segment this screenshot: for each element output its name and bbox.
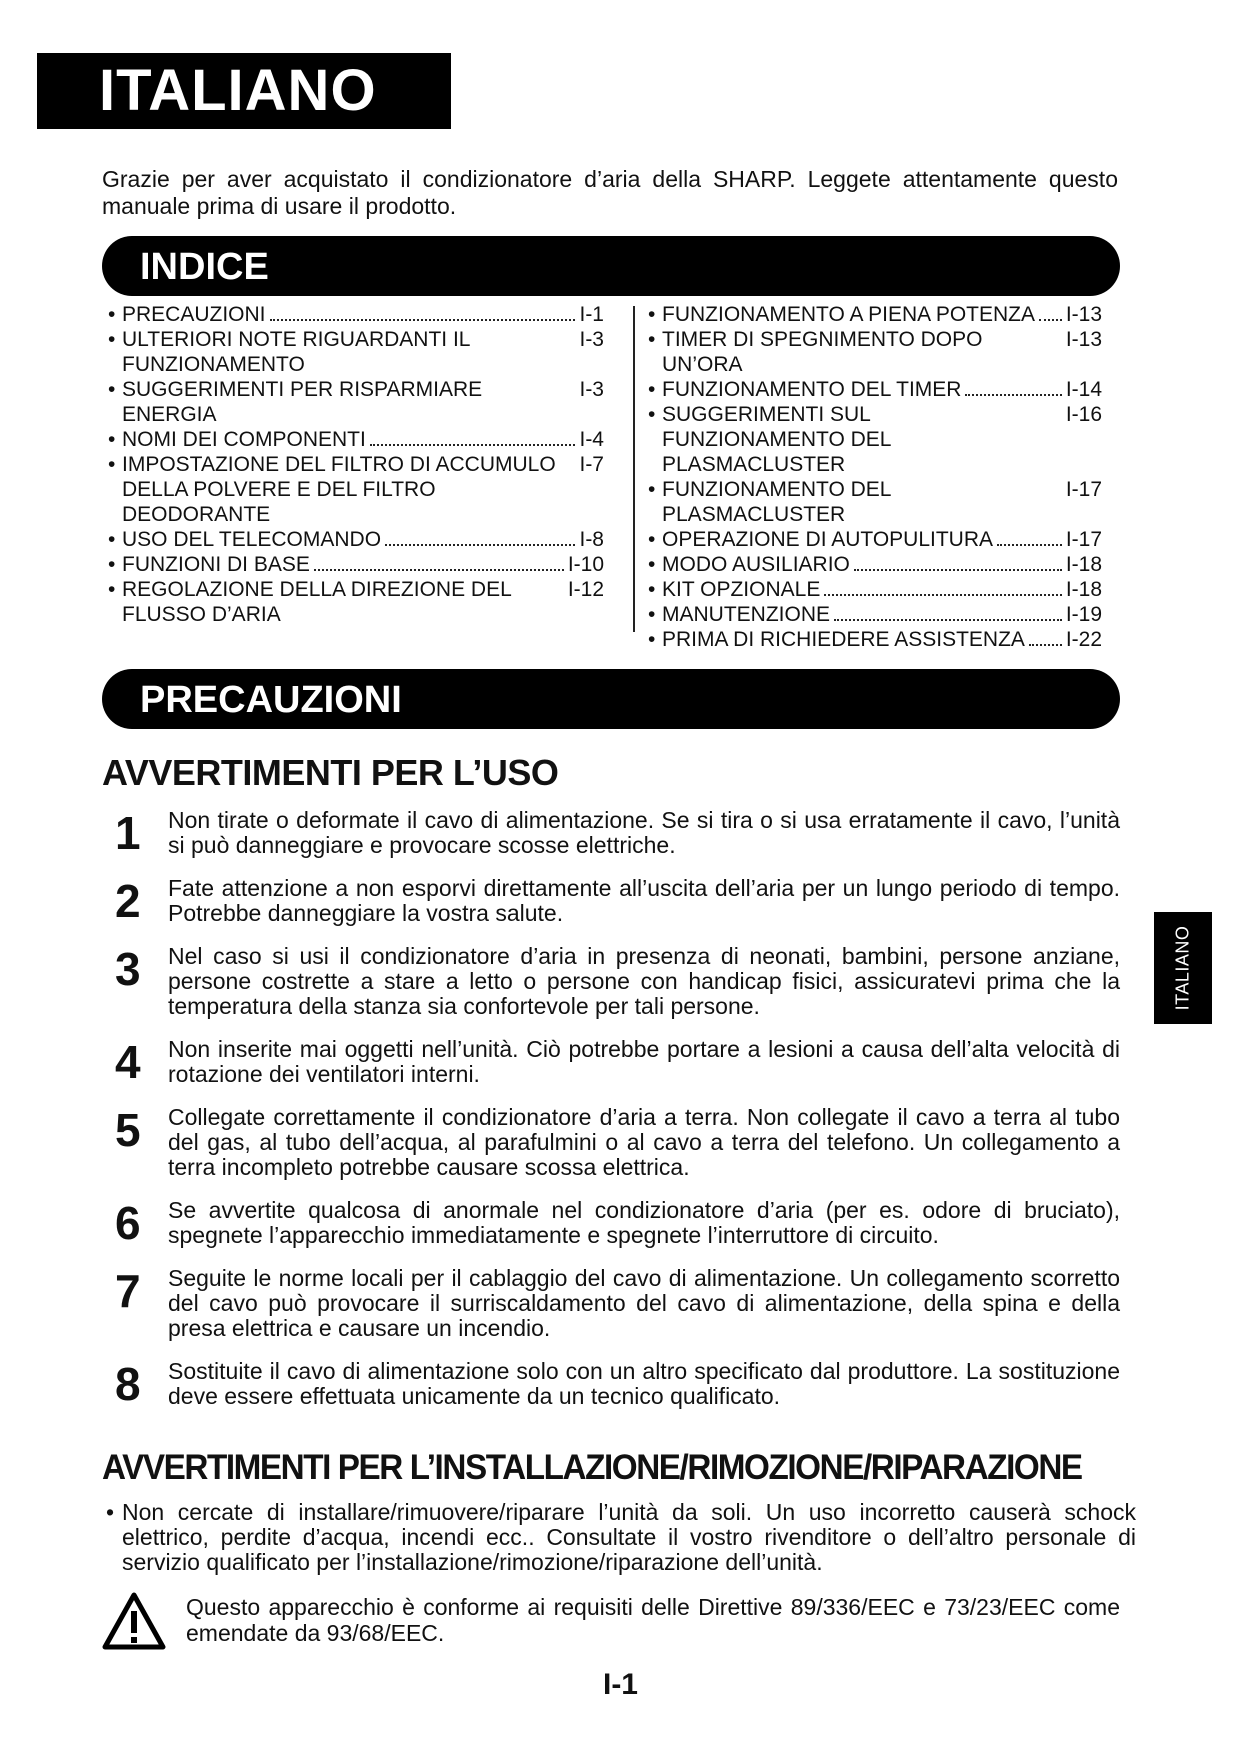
page-number: I-1 [602,1668,638,1701]
warning-text: Se avvertite qualcosa di anormale nel condizionatore d’aria (per es. odore di bruciato), spegnete l’apparecchio immediatamente e spegnete l’interruttore di circuito. [168,1197,1120,1248]
warning-number: 8 [115,1358,141,1410]
installation-warning [106,1500,1136,1575]
warning-number: 3 [115,943,141,995]
toc-item[interactable]: • ULTERIORI NOTE RIGUARDANTI IL FUNZIONAMENTO I-3 [108,327,604,377]
installation-warning-text: Non cercate di installare/rimuovere/riparare l’unità da soli. Un uso incorretto causerà schock elettrico, perdite d’acqua, incendi ecc.. Consultate il vostro rivenditore o dell’altro personale di servizio qualificato per l’installazione/rimozione/riparazione dell’unità. [122,1499,1136,1575]
toc-item[interactable]: • SUGGERIMENTI SUL FUNZIONAMENTO DEL PLASMACLUSTER I-16 [648,402,1102,477]
warning-number: 1 [115,807,141,859]
installation-warnings-heading: AVVERTIMENTI PER L’INSTALLAZIONE/RIMOZIONE/RIPARAZIONE [102,1448,1082,1487]
warning-item [102,1105,1120,1180]
warning-text: Non tirate o deformate il cavo di alimentazione. Se si tira o si usa erratamente il cavo, l’unità si può danneggiare e provocare scosse elettriche. [168,807,1120,858]
warning-text: Sostituite il cavo di alimentazione solo con un altro specificato dal produttore. La sostituzione deve essere effettuata unicamente da un tecnico qualificato. [168,1358,1120,1409]
toc-item[interactable]: • TIMER DI SPEGNIMENTO DOPO UN’ORA I-13 [648,327,1102,377]
toc-item[interactable]: • FUNZIONI DI BASE I-10 [108,552,604,577]
warning-text: Nel caso si usi il condizionatore d’aria in presenza di neonati, bambini, persone anziane, persone costrette a stare a letto o persone con handicap fisici, assicuratevi prima che la temperatura della stanza sia confortevole per tali persone. [168,943,1120,1019]
toc-item[interactable]: • USO DEL TELECOMANDO I-8 [108,527,604,552]
language-title: ITALIANO [99,58,377,123]
warning-number: 6 [115,1197,141,1249]
warning-number: 7 [115,1265,141,1317]
toc-left-column [108,302,604,627]
toc-item[interactable]: • MANUTENZIONE I-19 [648,602,1102,627]
warning-text: Seguite le norme locali per il cablaggio del cavo di alimentazione. Un collegamento scorretto del cavo può provocare il surriscaldamento del cavo di alimentazione, della spina e della presa elettrica e causare un incendio. [168,1265,1120,1341]
toc-item[interactable]: • KIT OPZIONALE I-18 [648,577,1102,602]
warning-item [102,1037,1120,1087]
toc-divider [633,306,635,632]
warning-item [102,808,1120,858]
warning-number: 2 [115,875,141,927]
toc-item[interactable]: • REGOLAZIONE DELLA DIREZIONE DEL FLUSSO D’ARIA I-12 [108,577,604,627]
precautions-title: PRECAUZIONI [140,679,402,721]
warning-text: Non inserite mai oggetti nell’unità. Ciò potrebbe portare a lesioni a causa dell’alta velocità di rotazione dei ventilatori interni. [168,1036,1120,1087]
toc-right-column [648,302,1102,652]
precautions-section-bar [102,669,1120,729]
toc-item[interactable]: • FUNZIONAMENTO DEL PLASMACLUSTER I-17 [648,477,1102,527]
toc-item[interactable]: • PRECAUZIONI I-1 [108,302,604,327]
toc-item[interactable]: • IMPOSTAZIONE DEL FILTRO DI ACCUMULO DELLA POLVERE E DEL FILTRO DEODORANTE I-7 [108,452,604,527]
warning-item [102,1266,1120,1341]
toc-item[interactable]: • FUNZIONAMENTO A PIENA POTENZA I-13 [648,302,1102,327]
language-side-tab [1154,912,1212,1024]
warning-text: Collegate correttamente il condizionatore d’aria a terra. Non collegate il cavo a terra al tubo del gas, al tubo dell’acqua, al parafulmini o al cavo a terra del telefono. Un collegamento a terra incompleto potrebbe causare scossa elettrica. [168,1104,1120,1180]
index-section-bar [102,236,1120,296]
warning-item [102,876,1120,926]
toc-item[interactable]: • SUGGERIMENTI PER RISPARMIARE ENERGIA I-3 [108,377,604,427]
warning-item [102,1198,1120,1248]
side-tab-label: ITALIANO [1172,925,1193,1011]
warning-text: Fate attenzione a non esporvi direttamente all’uscita dell’aria per un lungo periodo di tempo. Potrebbe danneggiare la vostra salute. [168,875,1120,926]
use-warnings-list [102,808,1120,1409]
toc-item[interactable]: • FUNZIONAMENTO DEL TIMER I-14 [648,377,1102,402]
use-warnings-heading: AVVERTIMENTI PER L’USO [102,752,559,793]
intro-paragraph: Grazie per aver acquistato il condizionatore d’aria della SHARP. Leggete attentamente questo manuale prima di usare il prodotto. [102,166,1118,219]
warning-number: 5 [115,1104,141,1156]
warning-number: 4 [115,1036,141,1088]
compliance-text: Questo apparecchio è conforme ai requisiti delle Direttive 89/336/EEC e 73/23/EEC come emendate da 93/68/EEC. [186,1594,1120,1646]
language-banner [37,53,451,129]
index-title: INDICE [140,246,269,288]
bullet: • [106,1499,115,1525]
warning-triangle-icon [102,1592,166,1650]
warning-item [102,1359,1120,1409]
toc-item[interactable]: • MODO AUSILIARIO I-18 [648,552,1102,577]
warning-item [102,944,1120,1019]
toc-item[interactable]: • NOMI DEI COMPONENTI I-4 [108,427,604,452]
toc-item[interactable]: • OPERAZIONE DI AUTOPULITURA I-17 [648,527,1102,552]
toc-item[interactable]: • PRIMA DI RICHIEDERE ASSISTENZA I-22 [648,627,1102,652]
